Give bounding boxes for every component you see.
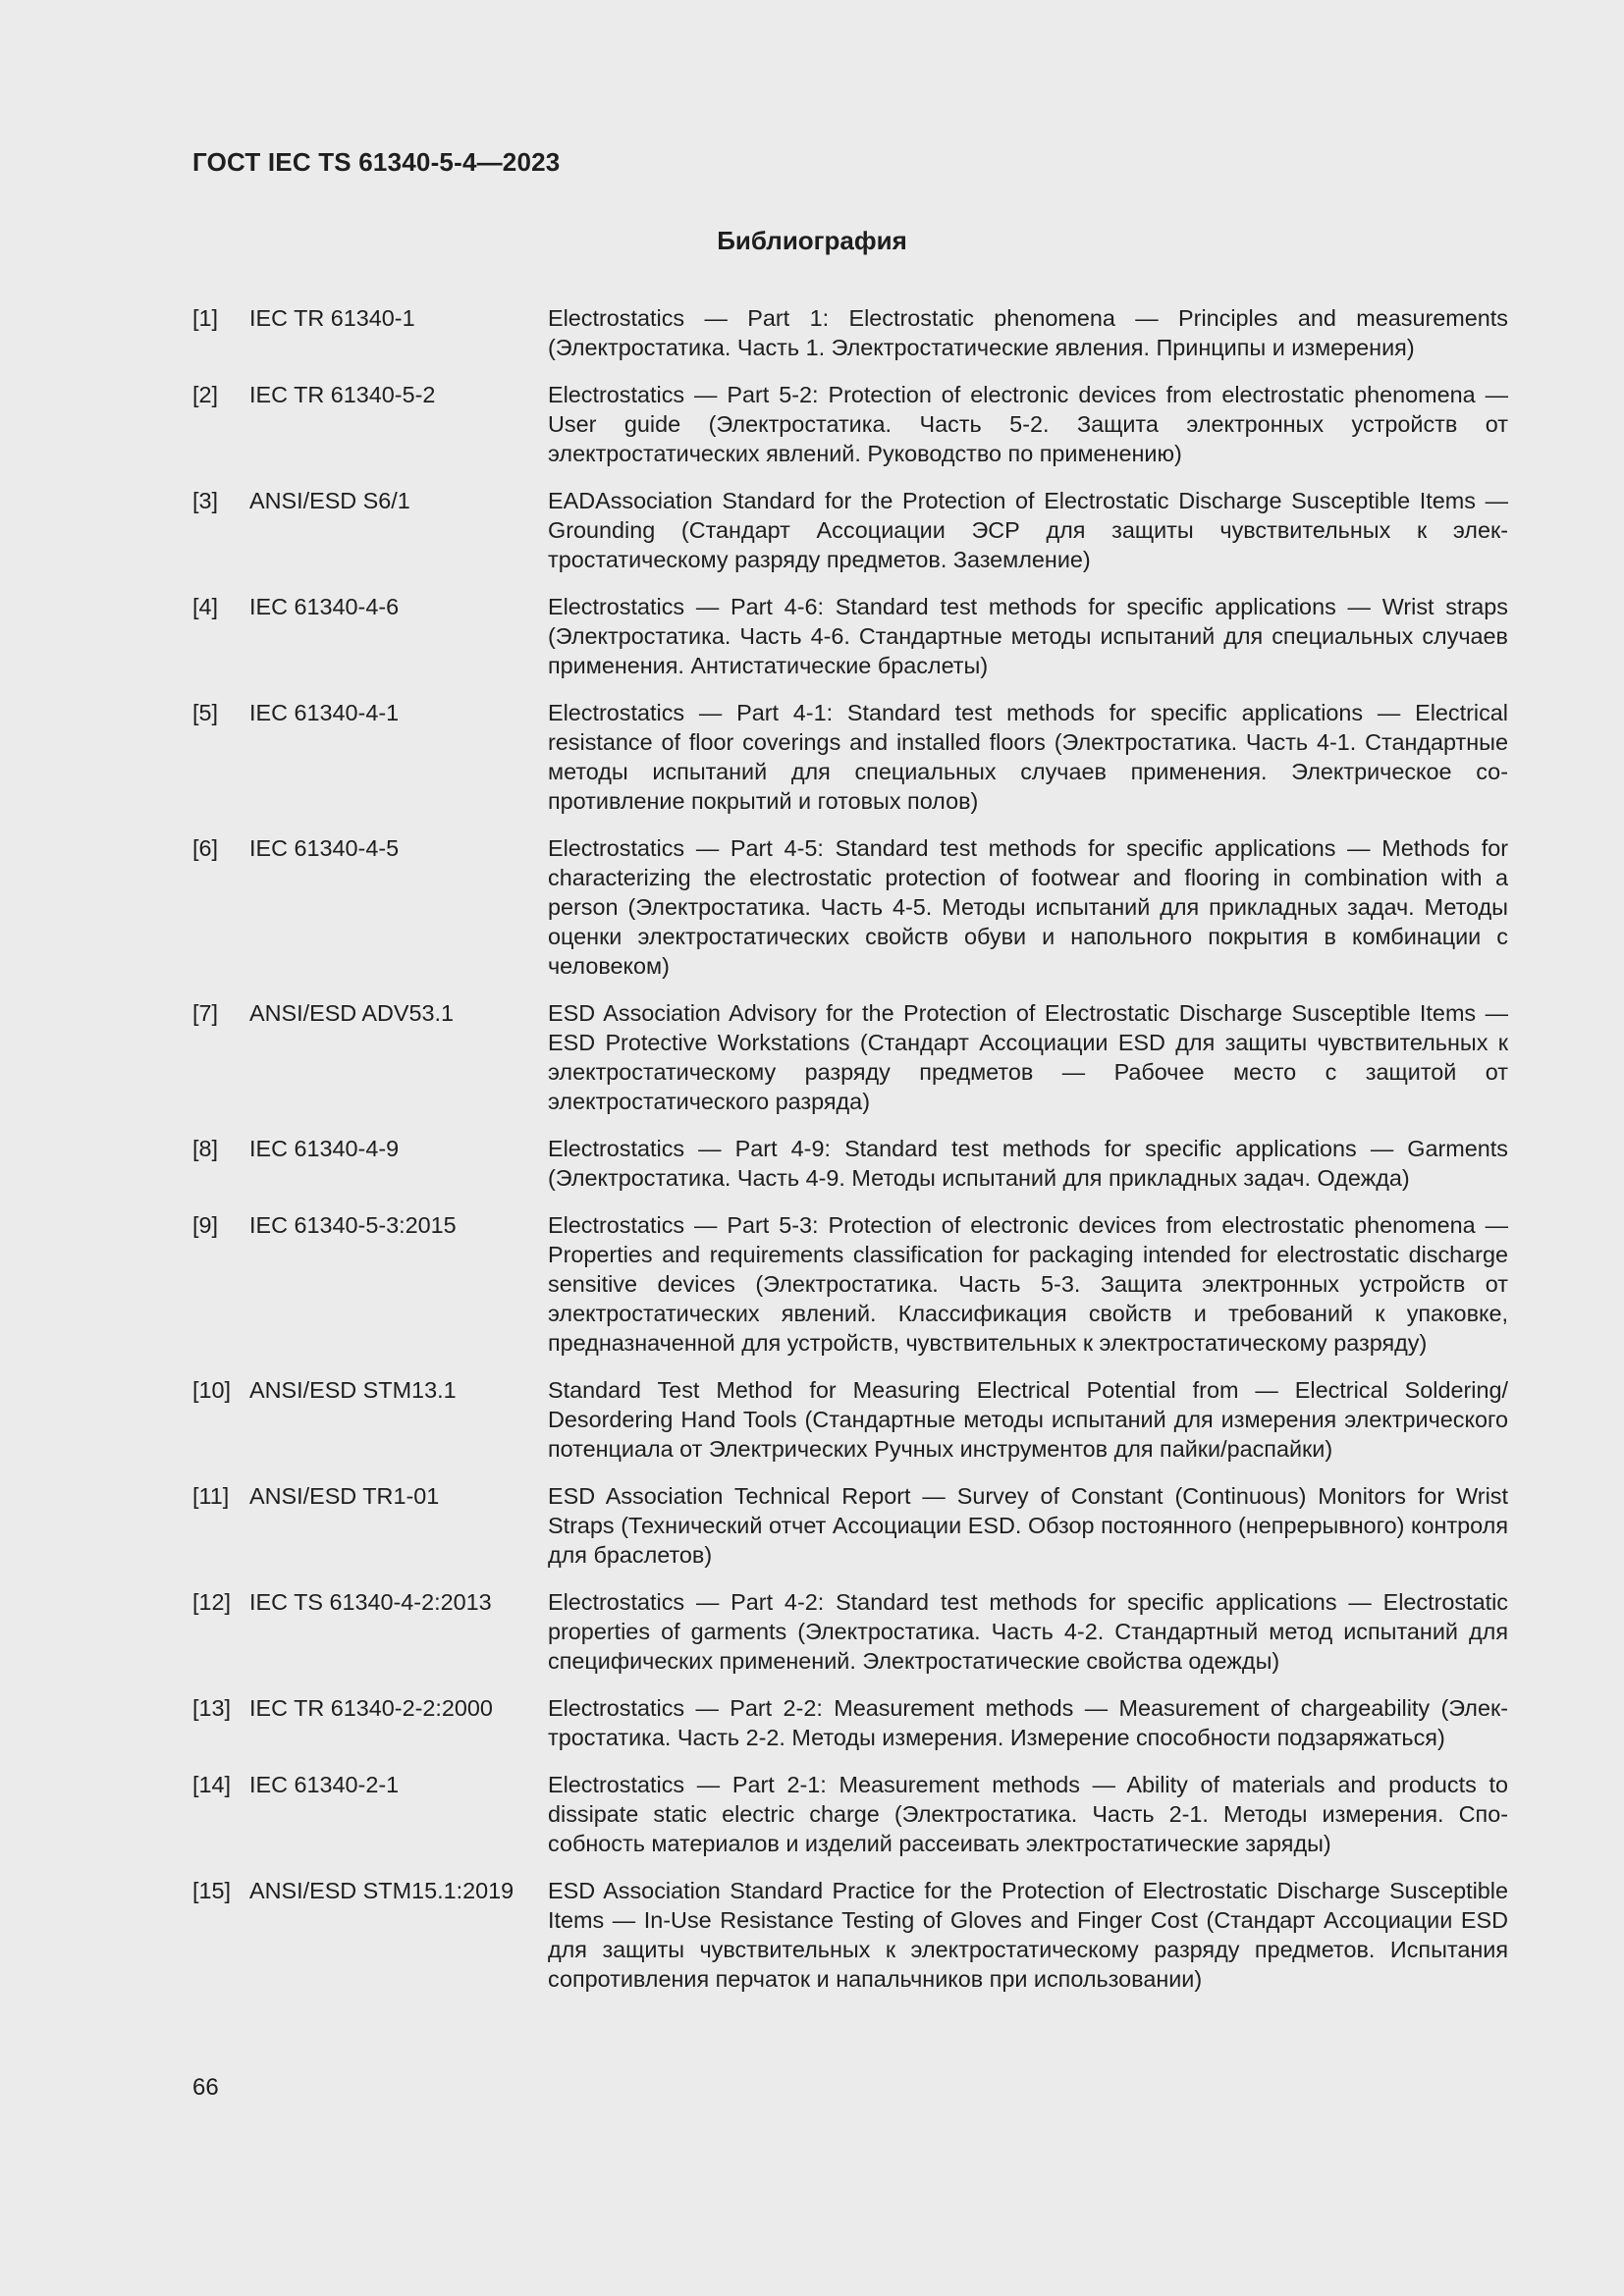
reference-title: Electrostatics — Part 2-1: Measurement methods — Ability of materials and products to dissipate static electric charge (Электростатика. Часть 2-1. Методы измерения. Способность материалов и изделий рассеивать электростатические заряды) xyxy=(548,1772,1508,1856)
reference-code: IEC TR 61340-2-2:2000 xyxy=(249,1695,493,1721)
reference-title: Standard Test Method for Measuring Electrical Potential from — Electrical Soldering/ Desordering Hand Tools (Стандартные методы испытаний для измерения электрического потенциала от Электрических Ручных инструментов для пайки/распайки) xyxy=(548,1377,1508,1462)
bibliography-entry xyxy=(192,1770,1508,1858)
reference-title: Electrostatics — Part 5-2: Protection of electronic devices from electrostatic phenomena — User guide (Электростатика. Часть 5-2. Защита электронных устройств от электростатических явлений. Руководство по применению) xyxy=(548,382,1508,466)
reference-title: ESD Association Advisory for the Protection of Electrostatic Discharge Susceptible Items — ESD Protective Workstations (Стандарт Ассоциации ESD для защиты чувствительных к электростатическому разряду предметов — Рабочее место с защитой от электростатического разряда) xyxy=(548,1000,1508,1114)
reference-code: ANSI/ESD STM15.1:2019 xyxy=(249,1878,514,1903)
bibliography-entry xyxy=(192,998,1508,1116)
reference-code: IEC 61340-4-5 xyxy=(249,835,400,861)
reference-title: EADAssociation Standard for the Protection of Electrostatic Discharge Susceptible Items — Grounding (Стандарт Ассоциации ЭСР для защиты чувствительных к электростатическому разряду предметов. Заземление) xyxy=(548,488,1508,572)
reference-code: ANSI/ESD TR1-01 xyxy=(249,1483,440,1509)
reference-code: IEC 61340-2-1 xyxy=(249,1772,400,1797)
reference-number: [14] xyxy=(192,1772,232,1797)
bibliography-entry xyxy=(192,592,1508,680)
reference-number: [15] xyxy=(192,1878,232,1903)
bibliography-entry xyxy=(192,380,1508,468)
reference-title: Electrostatics — Part 2-2: Measurement methods — Measurement of chargeability (Электростатика. Часть 2-2. Методы измерения. Измерение способности подзаряжаться) xyxy=(548,1695,1508,1750)
reference-number: [4] xyxy=(192,594,219,619)
reference-code: IEC 61340-5-3:2015 xyxy=(249,1212,457,1238)
reference-title: Electrostatics — Part 4-5: Standard test methods for specific applications — Methods for characterizing the electrostatic protection of footwear and flooring in combination with a person (Электростатика. Часть 4-5. Методы испытаний для прикладных задач. Методы оценки электростатических свойств обуви и напольного покрытия в комбинации с человеком) xyxy=(548,835,1508,979)
reference-code: ANSI/ESD S6/1 xyxy=(249,488,410,513)
reference-number: [5] xyxy=(192,700,219,725)
reference-number: [9] xyxy=(192,1212,219,1238)
reference-title: Electrostatics — Part 4-1: Standard test methods for specific applications — Electrical resistance of floor coverings and installed floors (Электростатика. Часть 4-1. Стандартные методы испытаний для специальных случаев применения. Электрическое сопротивление покрытий и готовых полов) xyxy=(548,700,1508,814)
reference-number: [8] xyxy=(192,1136,219,1161)
section-title: Библиография xyxy=(717,226,907,255)
reference-number: [10] xyxy=(192,1377,232,1403)
bibliography-entry xyxy=(192,1375,1508,1464)
reference-code: IEC 61340-4-1 xyxy=(249,700,400,725)
reference-title: ESD Association Technical Report — Survey of Constant (Continuous) Monitors for Wrist Straps (Технический отчет Ассоциации ESD. Обзор постоянного (непрерывного) контроля для браслетов) xyxy=(548,1483,1508,1568)
bibliography-entry xyxy=(192,833,1508,981)
reference-number: [7] xyxy=(192,1000,219,1026)
bibliography-list xyxy=(192,303,1508,2011)
bibliography-entry xyxy=(192,1876,1508,1994)
reference-number: [6] xyxy=(192,835,219,861)
reference-title: ESD Association Standard Practice for the Protection of Electrostatic Discharge Susceptible Items — In-Use Resistance Testing of Gloves and Finger Cost (Стандарт Ассоциации ESD для защиты чувствительных к электростатическому разряду предметов. Испытания сопротивления перчаток и напальчников при использовании) xyxy=(548,1878,1508,1992)
reference-code: IEC TR 61340-5-2 xyxy=(249,382,436,407)
reference-number: [12] xyxy=(192,1589,232,1615)
reference-number: [13] xyxy=(192,1695,232,1721)
reference-code: ANSI/ESD STM13.1 xyxy=(249,1377,457,1403)
reference-code: IEC 61340-4-9 xyxy=(249,1136,400,1161)
bibliography-entry xyxy=(192,1693,1508,1752)
bibliography-entry xyxy=(192,1134,1508,1193)
reference-title: Electrostatics — Part 5-3: Protection of electronic devices from electrostatic phenomena — Properties and requirements classification for packaging intended for electrostatic discharge sensitive devices (Электростатика. Часть 5-3. Защита электронных устройств от электростатических явлений. Классификация свойств и требований к упаковке, предназначенной для устройств, чувствительных к электростатическому разряду) xyxy=(548,1212,1508,1356)
document-header: ГОСТ IEC TS 61340-5-4—2023 xyxy=(192,147,561,177)
reference-title: Electrostatics — Part 1: Electrostatic phenomena — Principles and measurements (Электростатика. Часть 1. Электростатические явления. Принципы и измерения) xyxy=(548,305,1508,360)
reference-code: IEC 61340-4-6 xyxy=(249,594,400,619)
reference-title: Electrostatics — Part 4-9: Standard test methods for specific applications — Garments (Электростатика. Часть 4-9. Методы испытаний для прикладных задач. Одежда) xyxy=(548,1136,1508,1191)
reference-code: IEC TR 61340-1 xyxy=(249,305,415,331)
reference-number: [3] xyxy=(192,488,219,513)
page-number: 66 xyxy=(192,2074,219,2101)
bibliography-entry xyxy=(192,303,1508,362)
bibliography-entry xyxy=(192,1210,1508,1358)
reference-number: [2] xyxy=(192,382,219,407)
reference-number: [11] xyxy=(192,1483,230,1509)
reference-code: IEC TS 61340-4-2:2013 xyxy=(249,1589,492,1615)
bibliography-entry xyxy=(192,1587,1508,1676)
bibliography-entry xyxy=(192,698,1508,816)
reference-number: [1] xyxy=(192,305,219,331)
bibliography-entry xyxy=(192,1481,1508,1570)
reference-code: ANSI/ESD ADV53.1 xyxy=(249,1000,455,1026)
bibliography-entry xyxy=(192,486,1508,574)
reference-title: Electrostatics — Part 4-2: Standard test methods for specific applications — Electrostatic properties of garments (Электростатика. Часть 4-2. Стандартный метод испытаний для специфических применений. Электростатические свойства одежды) xyxy=(548,1589,1508,1674)
reference-title: Electrostatics — Part 4-6: Standard test methods for specific applications — Wrist straps (Электростатика. Часть 4-6. Стандартные методы испытаний для специальных случаев применения. Антистатические браслеты) xyxy=(548,594,1508,678)
